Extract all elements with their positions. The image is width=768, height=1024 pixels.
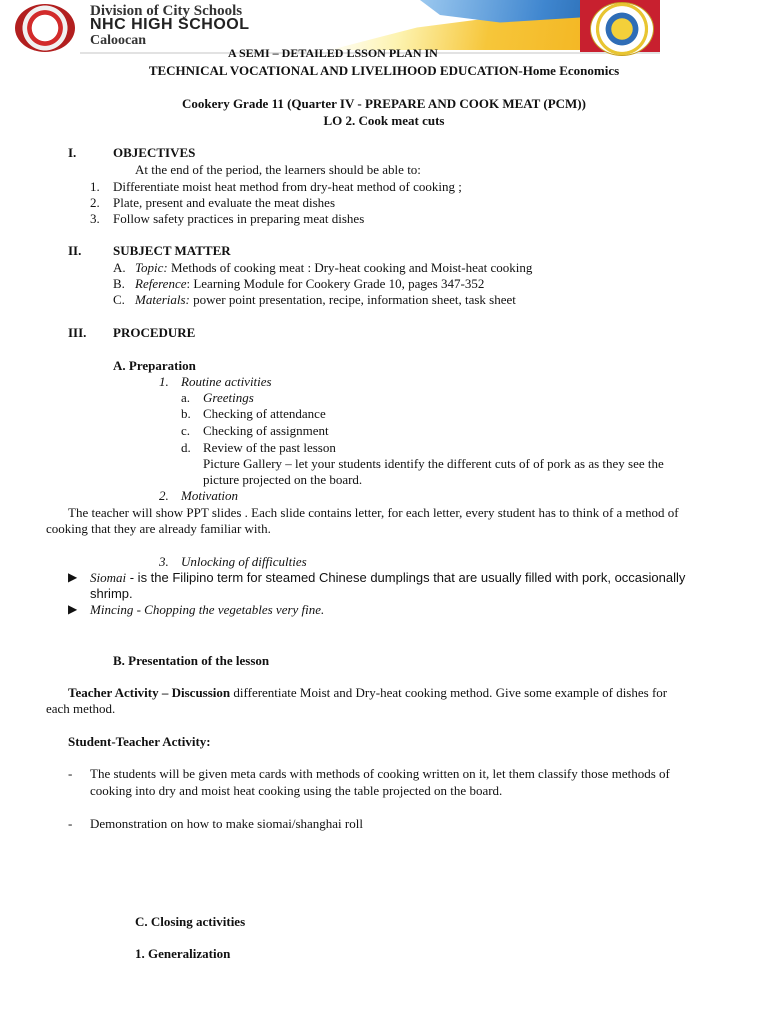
activity-text-line2: cooking into dry and moist heat cooking using the table projected on the board. [90, 783, 503, 798]
subject-heading: SUBJECT MATTER [113, 243, 231, 258]
routine-number: 1. [159, 374, 169, 389]
objective-text: Follow safety practices in preparing meat dishes [113, 211, 365, 226]
subject-item-label: Reference [135, 276, 187, 291]
routine-item-letter: b. [181, 406, 191, 421]
subject-item-letter: C. [113, 292, 125, 307]
city-name: Caloocan [90, 33, 146, 48]
doc-title-line1: A SEMI – DETAILED LSSON PLAN IN [228, 46, 438, 60]
teacher-activity-label: Teacher Activity – Discussion [68, 685, 231, 700]
subject-item-text: Methods of cooking meat : Dry-heat cooking and Moist-heat cooking [167, 260, 533, 275]
term-name: Siomai [90, 570, 127, 585]
subject-item-label: Materials: [135, 292, 190, 307]
objective-text: Differentiate moist heat method from dry-heat method of cooking ; [113, 179, 462, 194]
motivation-label: Motivation [181, 488, 239, 503]
arrow-bullet-icon: ▶ [68, 602, 78, 616]
term-definition [90, 602, 324, 618]
term-text: - Chopping the vegetables very fine. [133, 602, 325, 617]
presentation-heading: B. Presentation of the lesson [113, 653, 270, 668]
routine-item-letter: a. [181, 390, 191, 405]
closing-heading: C. Closing activities [135, 914, 246, 929]
routine-item-text: Checking of assignment [203, 423, 329, 438]
subject-item-letter: B. [113, 276, 125, 291]
teacher-activity [68, 685, 667, 701]
subject-item-label: Topic: [135, 260, 168, 275]
subject-item-letter: A. [113, 260, 126, 275]
objectives-heading: OBJECTIVES [113, 145, 196, 160]
routine-item-text: Review of the past lesson [203, 440, 336, 455]
routine-item-letter: c. [181, 423, 191, 438]
dash-bullet: - [68, 766, 73, 781]
division-name: Division of City Schools [90, 3, 243, 19]
dash-bullet: - [68, 816, 73, 831]
routine-item-text: Greetings [203, 390, 254, 405]
motivation-text-line1: The teacher will show PPT slides . Each slide contains letter, for each letter, every student has to think of a method of [68, 505, 679, 520]
teacher-activity-text: differentiate Moist and Dry-heat cooking method. Give some example of dishes for [230, 685, 668, 700]
objective-number: 2. [90, 195, 100, 210]
teacher-activity-text-line2: each method. [46, 701, 116, 716]
objective-number: 3. [90, 211, 100, 226]
procedure-heading: PROCEDURE [113, 325, 196, 340]
picture-gallery-line1: Picture Gallery – let your students identify the different cuts of of pork as as they see the [203, 456, 664, 471]
objective-text: Plate, present and evaluate the meat dishes [113, 195, 336, 210]
objective-number: 1. [90, 179, 100, 194]
routine-label: Routine activities [181, 374, 272, 389]
procedure-number: III. [68, 325, 87, 340]
motivation-number: 2. [159, 488, 169, 503]
activity-text-line1: Demonstration on how to make siomai/shanghai roll [90, 816, 363, 831]
doc-title-line3: Cookery Grade 11 (Quarter IV - PREPARE AND COOK MEAT (PCM)) [182, 96, 586, 111]
routine-item-text: Checking of attendance [203, 406, 326, 421]
subject-number: II. [68, 243, 82, 258]
unlocking-label: Unlocking of difficulties [181, 554, 307, 569]
arrow-bullet-icon: ▶ [68, 570, 78, 584]
doc-title-line2: TECHNICAL VOCATIONAL AND LIVELIHOOD EDUCATION-Home Economics [148, 63, 620, 78]
term-text-continued: shrimp. [90, 586, 133, 601]
subject-item-text: : Learning Module for Cookery Grade 10, pages 347-352 [186, 276, 485, 291]
term-name: Mincing [90, 602, 134, 617]
objectives-number: I. [68, 145, 77, 160]
subject-item [135, 292, 516, 308]
division-seal-logo [590, 2, 654, 56]
school-name: NHC HIGH SCHOOL [90, 16, 250, 33]
objectives-intro: At the end of the period, the learners should be able to: [135, 162, 421, 177]
subject-item [135, 276, 484, 292]
activity-text-line1: The students will be given meta cards with methods of cooking written on it, let them classify those methods of [90, 766, 670, 781]
routine-item-letter: d. [181, 440, 191, 455]
school-seal-logo [15, 4, 75, 52]
term-text: - is the Filipino term for steamed Chinese dumplings that are usually filled with pork, occasionally [126, 570, 686, 585]
subject-item [135, 260, 532, 276]
picture-gallery-line2: picture projected on the board. [203, 472, 363, 487]
motivation-text-line2: cooking that they are already familiar with. [46, 521, 271, 536]
term-definition [90, 570, 685, 586]
subject-item-text: power point presentation, recipe, information sheet, task sheet [189, 292, 516, 307]
unlocking-number: 3. [159, 554, 169, 569]
preparation-heading: A. Preparation [113, 358, 196, 373]
generalization-heading: 1. Generalization [135, 946, 231, 961]
doc-title-line4: LO 2. Cook meat cuts [323, 113, 445, 128]
student-teacher-heading: Student-Teacher Activity: [68, 734, 211, 749]
